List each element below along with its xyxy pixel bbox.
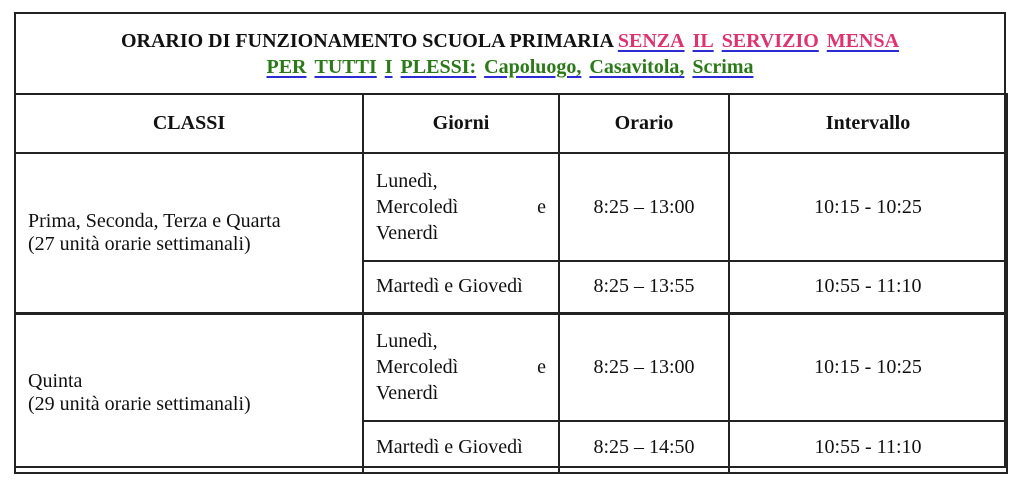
classi-hours: (29 unità orarie settimanali) (28, 393, 251, 416)
giorni-line: Venerdì (376, 222, 439, 244)
giorni-line: Lunedì, (376, 170, 438, 192)
title-word-casavitola: Casavitola, (589, 56, 685, 78)
orario-cell: 8:25 – 13:00 (559, 313, 729, 421)
title-word-il: IL (692, 30, 714, 52)
title-word-per: PER (266, 56, 307, 78)
title-word-plessi: PLESSI: (400, 56, 477, 78)
giorni-cell (363, 313, 559, 421)
giorni-cell: Martedì e Giovedì (363, 261, 559, 313)
intervallo-cell: 10:55 - 11:10 (729, 261, 1007, 313)
orario-cell: 8:25 – 13:00 (559, 153, 729, 261)
header-giorni: Giorni (363, 94, 559, 153)
giorni-word: e (537, 196, 546, 218)
table-row (15, 313, 1007, 421)
table-title (16, 14, 1004, 93)
classi-name: Prima, Seconda, Terza e Quarta (28, 209, 281, 232)
classi-cell (15, 153, 363, 313)
table-row (15, 153, 1007, 261)
title-prefix: ORARIO DI FUNZIONAMENTO SCUOLA PRIMARIA (120, 30, 613, 52)
giorni-cell: Martedì e Giovedì (363, 421, 559, 473)
giorni-line (376, 194, 546, 220)
classi-cell (15, 313, 363, 473)
title-word-i: I (384, 56, 393, 78)
title-word-mensa: MENSA (826, 30, 900, 52)
intervallo-cell: 10:15 - 10:25 (729, 153, 1007, 261)
giorni-word: e (537, 356, 546, 379)
orario-cell: 8:25 – 13:55 (559, 261, 729, 313)
title-word-servizio: SERVIZIO (721, 30, 819, 52)
header-orario: Orario (559, 94, 729, 153)
title-word-scrima: Scrima (692, 56, 754, 78)
schedule-frame (14, 12, 1006, 468)
intervallo-cell: 10:15 - 10:25 (729, 313, 1007, 421)
title-line-2 (16, 54, 1004, 80)
giorni-word: Mercoledì (376, 196, 459, 218)
title-word-tutti: TUTTI (314, 56, 377, 78)
title-line-1 (16, 28, 1004, 54)
giorni-line: Lunedì, (376, 330, 438, 353)
title-word-senza: SENZA (617, 30, 685, 52)
intervallo-cell: 10:55 - 11:10 (729, 421, 1007, 473)
giorni-cell (363, 153, 559, 261)
classi-name: Quinta (28, 370, 83, 393)
giorni-word: Mercoledì (376, 356, 459, 379)
schedule-table (14, 93, 1008, 474)
header-row (15, 94, 1007, 153)
giorni-line (376, 354, 546, 380)
orario-cell: 8:25 – 14:50 (559, 421, 729, 473)
header-classi: CLASSI (15, 94, 363, 153)
giorni-line: Venerdì (376, 382, 439, 405)
classi-hours: (27 unità orarie settimanali) (28, 232, 251, 255)
title-word-capoluogo: Capoluogo, (484, 56, 582, 78)
header-intervallo: Intervallo (729, 94, 1007, 153)
